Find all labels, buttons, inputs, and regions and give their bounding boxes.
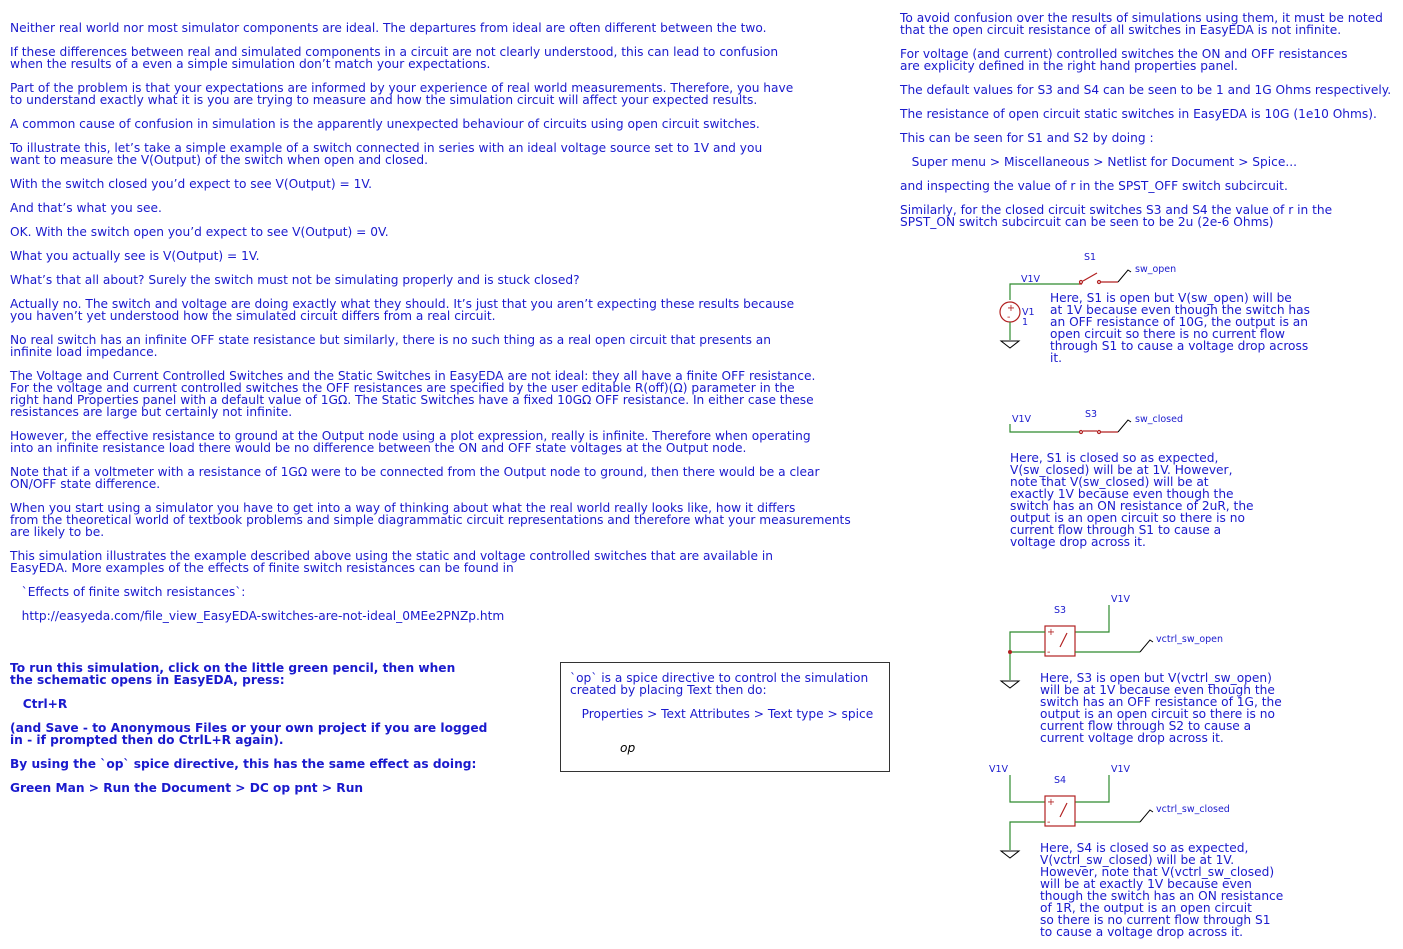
reference-link[interactable]: http://easyeda.com/file_view_EasyEDA-switches-are-not-ideal_0MEe2PNZp.htm	[10, 609, 505, 623]
intro-paragraph-6: With the switch closed you’d expect to see V(Output) = 1V.	[10, 177, 373, 191]
note-sw-closed: Here, S1 is closed so as expected, V(sw_closed) will be at 1V. However, note that V(sw_closed) will be at exactly 1V because even though the switch has an ON resistance of 2uR, the output is an open circuit so there is no current flow through S1 to cause a voltage drop across it.	[1010, 451, 1254, 549]
note-vctrl-open: Here, S3 is open but V(vctrl_sw_open) will be at 1V because even though the switch has an OFF resistance of 1G, the output is an open circuit so there is no current flow through S2 to cause a current voltage drop across it.	[1040, 671, 1282, 745]
switch-s1-blade	[1083, 273, 1097, 281]
wire	[1075, 775, 1109, 802]
run-instructions-shortcut: Ctrl+R	[10, 697, 68, 711]
intro-paragraph-13: The Voltage and Current Controlled Switches and the Static Switches in EasyEDA are not ideal: they all have a finite OFF resistance. For the voltage and current controlled switches the OFF resistances are specified by the user editable R(off)(Ω) parameter in the right hand Properties panel with a default value of 1GΩ. The Static Switches have a fixed 10GΩ OFF resistance. In either case these resistances are large but certainly not infinite.	[10, 369, 816, 419]
run-instructions-3: By using the `op` spice directive, this has the same effect as doing:	[10, 757, 477, 771]
run-instructions-4: Green Man > Run the Document > DC op pnt > Run	[10, 781, 364, 795]
junction-dot	[1008, 650, 1012, 654]
directive-steps: Properties > Text Attributes > Text type > spice	[570, 707, 874, 721]
ground-icon	[1001, 851, 1019, 858]
right-paragraph-8: Similarly, for the closed circuit switches S3 and S4 the value of r in the SPST_ON switch subcircuit can be seen to be 2u (2e-6 Ohms)	[900, 203, 1333, 229]
intro-paragraph-4: A common cause of confusion in simulation is the apparently unexpected behaviour of circuits using open circuit switches.	[10, 117, 760, 131]
intro-paragraph-16: When you start using a simulator you have to get into a way of thinking about what the real world really looks like, how it differs from the theoretical world of textbook problems and simple diagrammatic circuit representations and therefore what your measurements are likely to be.	[10, 501, 851, 539]
intro-paragraph-5: To illustrate this, let’s take a simple example of a switch connected in series with an ideal voltage source set to 1V and you want to measure the V(Output) of the switch when open and closed.	[10, 141, 763, 167]
wire	[1075, 605, 1109, 632]
switch-plus-sign: +	[1047, 797, 1055, 808]
source-plus-sign: +	[1007, 303, 1015, 314]
reference-title: `Effects of finite switch resistances`:	[10, 585, 246, 599]
directive-description: `op` is a spice directive to control the simulation created by placing Text then do:	[570, 671, 869, 697]
spice-directive-op[interactable]: op	[620, 741, 636, 755]
net-flag	[1118, 420, 1131, 432]
v1v-label-5: V1V	[1111, 764, 1131, 775]
net-flag	[1118, 270, 1131, 282]
intro-paragraph-7: And that’s what you see.	[10, 201, 162, 215]
s3b-label: S3	[1054, 605, 1067, 616]
note-s1-open: Here, S1 is open but V(sw_open) will be at 1V because even though the switch has an OFF resistance of 10G, the output is an open circuit so there is no current flow through S1 to cause a voltage drop across it.	[1050, 291, 1310, 365]
switch-plus-sign: +	[1047, 627, 1055, 638]
right-paragraph-4: The resistance of open circuit static switches in EasyEDA is 10G (1e10 Ohms).	[900, 107, 1377, 121]
v1v-label-1: V1V	[1021, 274, 1041, 285]
intro-paragraph-15: Note that if a voltmeter with a resistance of 1GΩ were to be connected from the Output node to ground, then there would be a clear ON/OFF state difference.	[10, 465, 820, 491]
wire	[1010, 424, 1079, 432]
source-minus-sign: -	[1007, 312, 1011, 323]
intro-paragraph-12: No real switch has an infinite OFF state resistance but similarly, there is no such thing as a real open circuit that presents an infinite load impedance.	[10, 333, 771, 359]
switch-s4-blade	[1060, 803, 1067, 817]
circuit-sw-closed	[1010, 409, 1183, 434]
run-instructions-1: To run this simulation, click on the little green pencil, then when the schematic opens in EasyEDA, press:	[10, 661, 456, 687]
intro-paragraph-10: What’s that all about? Surely the switch must not be simulating properly and is stuck closed?	[10, 273, 580, 287]
vctrl-sw-closed-label: vctrl_sw_closed	[1156, 804, 1230, 815]
s4-label: S4	[1054, 775, 1067, 786]
sw-closed-label: sw_closed	[1135, 414, 1183, 425]
switch-minus-sign: -	[1047, 647, 1051, 658]
note-vctrl-closed: Here, S4 is closed so as expected, V(vctrl_sw_closed) will be at 1V. However, note that V(vctrl_sw_closed) will be at exactly 1V because even though the switch has an ON resistance of 1R, the output is an open circuit so there is no current flow through S1 to cause a voltage drop across it.	[1040, 841, 1284, 939]
intro-paragraph-8: OK. With the switch open you’d expect to see V(Output) = 0V.	[10, 225, 389, 239]
right-paragraph-5: This can be seen for S1 and S2 by doing :	[900, 131, 1154, 145]
s1-label: S1	[1084, 252, 1097, 263]
v1-value: 1	[1022, 317, 1029, 328]
v1v-label-4: V1V	[989, 764, 1009, 775]
right-paragraph-2: For voltage (and current) controlled switches the ON and OFF resistances are explicity defined in the right hand properties panel.	[900, 47, 1348, 73]
v1v-label-3: V1V	[1111, 594, 1131, 605]
switch-s3b-blade	[1060, 633, 1067, 647]
sw-open-label: sw_open	[1135, 264, 1177, 275]
intro-paragraph-9: What you actually see is V(Output) = 1V.	[10, 249, 260, 263]
right-paragraph-1: To avoid confusion over the results of simulations using them, it must be noted that the open circuit resistance of all switches in EasyEDA is not infinite.	[900, 11, 1383, 37]
wire	[1010, 775, 1045, 802]
net-flag	[1140, 640, 1153, 652]
intro-paragraph-11: Actually no. The switch and voltage are doing exactly what they should. It’s just that you aren’t expecting these results because you haven’t yet understood how the simulated circuit differs from a real circuit.	[10, 297, 795, 323]
ground-icon	[1001, 341, 1019, 348]
intro-paragraph-14: However, the effective resistance to ground at the Output node using a plot expression, really is infinite. Therefore when operating into an infinite resistance load there would be no difference between the ON and OFF state voltages at the Output node.	[10, 429, 811, 455]
v1-label: V1	[1022, 307, 1035, 318]
vctrl-sw-open-label: vctrl_sw_open	[1156, 634, 1224, 645]
intro-paragraph-2: If these differences between real and simulated components in a circuit are not clearly understood, this can lead to confusion when the results of a even a simple simulation don’t match your expectations.	[10, 45, 779, 71]
s3-label: S3	[1085, 409, 1098, 420]
ground-icon	[1001, 681, 1019, 688]
intro-paragraph-1: Neither real world nor most simulator components are ideal. The departures from ideal are often different between the two.	[10, 21, 767, 35]
switch-contact	[1080, 281, 1083, 284]
run-instructions-2: (and Save - to Anonymous Files or your own project if you are logged in - if prompted then do CtrlL+R again).	[10, 721, 488, 747]
right-paragraph-7: and inspecting the value of r in the SPST_OFF switch subcircuit.	[900, 179, 1288, 193]
switch-contact	[1080, 431, 1083, 434]
v1v-label-2: V1V	[1012, 414, 1032, 425]
intro-paragraph-17: This simulation illustrates the example described above using the static and voltage controlled switches that are available in EasyEDA. More examples of the effects of finite switch resistances can be found in	[10, 549, 773, 575]
intro-paragraph-3: Part of the problem is that your expectations are informed by your experience of real world measurements. Therefore, you have to understand exactly what it is you are trying to measure and how the simulation circuit will affect your expected results.	[10, 81, 794, 107]
net-flag	[1140, 810, 1153, 822]
right-paragraph-3: The default values for S3 and S4 can be seen to be 1 and 1G Ohms respectively.	[900, 83, 1392, 97]
right-paragraph-6: Super menu > Miscellaneous > Netlist for Document > Spice...	[900, 155, 1297, 169]
switch-minus-sign: -	[1047, 817, 1051, 828]
